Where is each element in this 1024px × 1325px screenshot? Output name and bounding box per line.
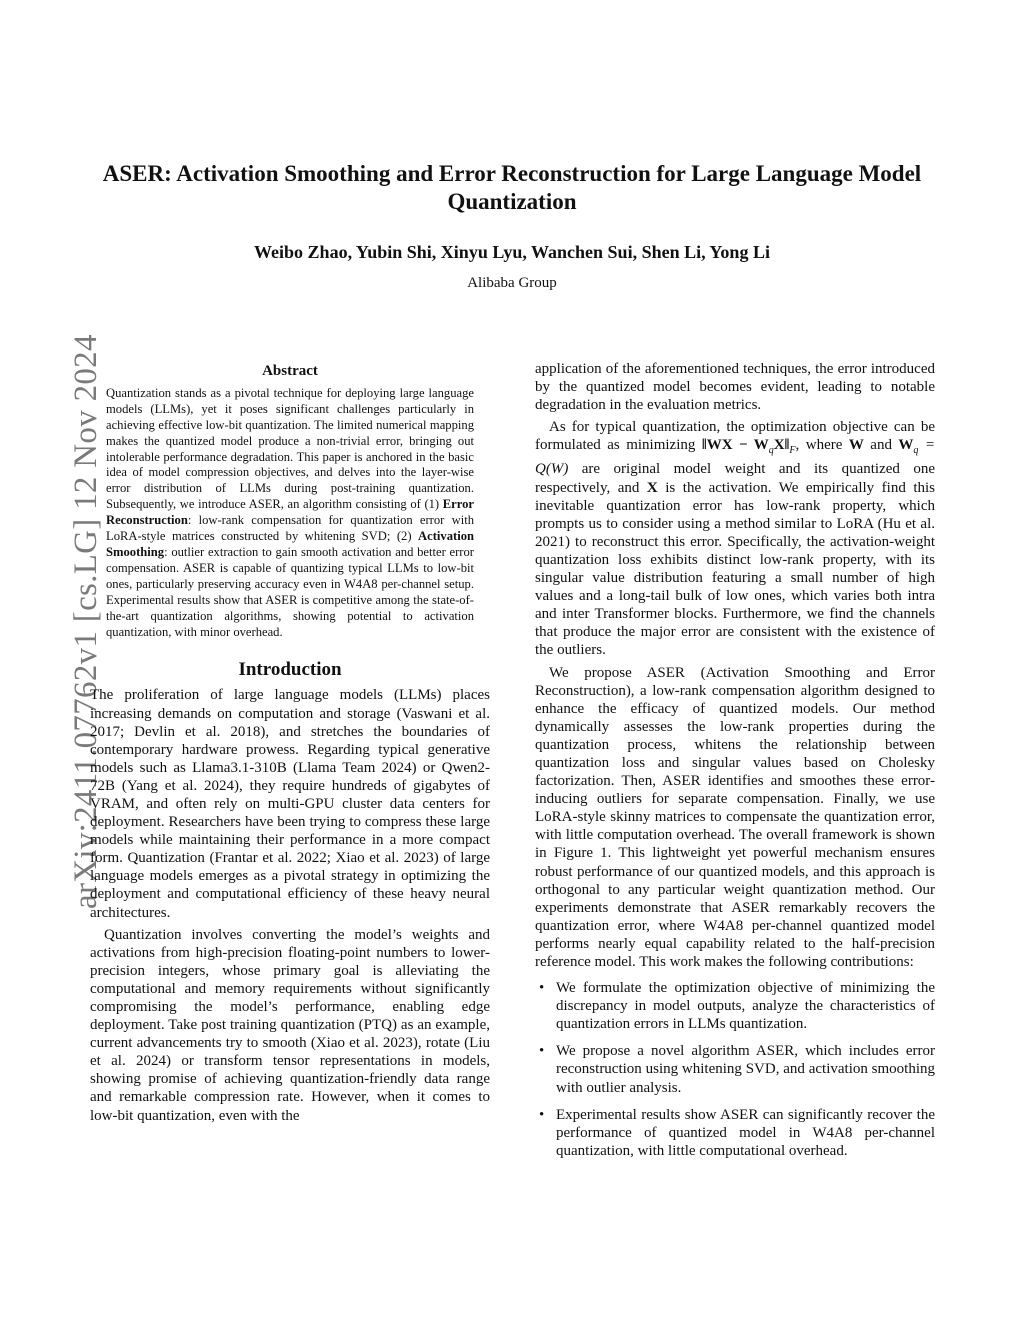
symbol-x: X bbox=[646, 479, 658, 496]
author-list: Weibo Zhao, Yubin Shi, Xinyu Lyu, Wanchen Sui, Shen Li, Yong Li bbox=[254, 242, 770, 262]
abstract-bold-error-reconstruction: Error Reconstruction bbox=[106, 497, 474, 528]
right-paragraph-3: We propose ASER (Activation Smoothing and Error Reconstruction), a low-rank compensation algorithm designed to enhance the efficacy of quantized models. Our method dynamically assesses the low-rank properties during the quantization process, whitens the relationship between quantization loss and singular values based on Cholesky factorization. Then, ASER identifies and smoothes these error-inducing outliers for separate compensation. Finally, we use LoRA-style skinny matrices to compensate the quantization error, with little computation overhead. The overall framework is shown in Figure 1. This lightweight yet powerful mechanism ensures robust performance of our quantized models, and this approach is orthogonal to any particular weight quantization method. Our experiments demonstrate that ASER remarkably recovers the quantization error, where W4A8 per-channel quantized model performs nearly equal capability related to the half-precision reference model. This work makes the following contributions: bbox=[535, 664, 935, 970]
abstract-part1: Quantization stands as a pivotal technique for deploying large language models (LLMs), yet it poses significant challenges particularly in achieving effective low-bit quantization. The limited numerical mapping makes the quantized model produce a non-trivial error, bringing out intolerable performance degradation. This paper is anchored in the basic idea of model compression objectives, and delves into the layer-wise error distribution of LLMs during post-training quantization. Subsequently, we introduce ASER, an algorithm consisting of (1) bbox=[106, 385, 474, 512]
formula-sub-q: q bbox=[768, 445, 774, 457]
abstract-bold-activation-smoothing: Activation Smoothing bbox=[106, 529, 474, 559]
formula-tail: X‖ bbox=[773, 437, 790, 454]
contributions-list bbox=[535, 979, 935, 1160]
bullet-icon: • bbox=[539, 1106, 545, 1123]
symbol-equation: = Q(W) bbox=[535, 437, 935, 478]
affiliation: Alibaba Group bbox=[467, 275, 557, 291]
intro-paragraph-1: The proliferation of large language models (LLMs) places increasing demands on computation and storage (Vaswani et al. 2017; Devlin et al. 2018), and stretches the boundaries of contemporary hardware prowess. Regarding typical generative models such as Llama3.1-310B (Llama Team 2024) or Qwen2-72B (Yang et al. 2024), they require hundreds of gigabytes of VRAM, and often rely on multi-GPU cluster data centers for deployment. Researchers have been trying to compress these large models while maintaining their performance in a more compact form. Quantization (Frantar et al. 2022; Xiao et al. 2023) of large language models emerges as a pivotal strategy in optimizing the deployment and computational efficiency of these heavy neural architectures. bbox=[90, 687, 490, 921]
objective-formula bbox=[701, 437, 796, 457]
intro-paragraph-2: Quantization involves converting the model’s weights and activations from high-precision floating-point numbers to lower-precision integers, whose primary goal is alleviating the computational and memory requirements without significantly compromising the model’s performance, enabling edge deployment. Take post training quantization (PTQ) as an example, current advancements try to smooth (Xiao et al. 2023), rotate (Liu et al. 2024) or transform tensor representations in models, showing promise of achieving quantization-friendly data range and remarkable compression rate. However, when it comes to low-bit quantization, even with the bbox=[90, 926, 490, 1124]
objective-text-b: , where bbox=[795, 437, 849, 454]
contribution-item bbox=[535, 1106, 935, 1160]
contribution-text: We formulate the optimization objective of minimizing the discrepancy in model outputs, analyze the characteristics of quantization errors in LLMs quantization. bbox=[556, 980, 935, 1033]
bullet-icon: • bbox=[539, 980, 545, 997]
abstract-part3: : outlier extraction to gain smooth activation and better error compensation. ASER is capable of quantizing typical LLMs to low-bit ones, particularly preserving accuracy even in W4A8 per-channel setup. Experimental results show that ASER is competitive among the state-of-the-art quantization algorithms, showing potential to activation quantization, with minor overhead. bbox=[106, 544, 474, 639]
contribution-item bbox=[535, 1042, 935, 1096]
paper-title: ASER: Activation Smoothing and Error Reconstruction for Large Language Model Quantization bbox=[102, 161, 922, 214]
abstract-heading: Abstract bbox=[262, 363, 318, 379]
left-column bbox=[90, 360, 490, 1127]
contribution-text: Experimental results show ASER can significantly recover the performance of quantized model in W4A8 per-channel quantization, with little computational overhead. bbox=[556, 1106, 935, 1159]
right-paragraph-2 bbox=[535, 418, 935, 659]
contribution-item bbox=[535, 979, 935, 1033]
right-column bbox=[535, 360, 935, 1169]
symbol-wq-sub: q bbox=[913, 445, 919, 457]
introduction-heading: Introduction bbox=[238, 659, 342, 681]
arxiv-stamp bbox=[32, 334, 104, 945]
formula-main: ‖WX − W bbox=[701, 437, 769, 454]
bullet-icon: • bbox=[539, 1043, 545, 1060]
right-paragraph-1: application of the aforementioned techniques, the error introduced by the quantized model becomes evident, leading to notable degradation in the evaluation metrics. bbox=[535, 361, 935, 414]
objective-text-c: and bbox=[863, 437, 899, 454]
symbol-wq: W bbox=[898, 437, 914, 454]
formula-sub-f: F bbox=[789, 445, 796, 457]
abstract-part2: : low-rank compensation for quantization error with LoRA-style matrices constructed by whitening SVD; (2) bbox=[106, 513, 474, 544]
objective-text: As for typical quantization, the optimization objective can be formulated as minimizing bbox=[535, 419, 935, 454]
objective-text-e: is the activation. We empirically find this inevitable quantization error has low-rank property, which prompts us to consider using a method similar to LoRA (Hu et al. 2021) to reconstruct this error. Specifically, the activation-weight quantization loss exhibits distinct low-rank property, with its singular value distribution featuring a small number of high values and a long-tail bulk of low ones, which varies both intra and inter Transformer blocks. Furthermore, we find the channels that produce the major error are consistent with the existence of the outliers. bbox=[535, 479, 935, 659]
contribution-text: We propose a novel algorithm ASER, which includes error reconstruction using whitening SVD, and activation smoothing with outlier analysis. bbox=[556, 1043, 935, 1096]
objective-text-d: are original model weight and its quantized one respectively, and bbox=[535, 461, 935, 496]
arxiv-stamp-text: arXiv:2411.07762v1 [cs.LG] 12 Nov 2024 bbox=[68, 334, 104, 909]
abstract-text bbox=[106, 386, 474, 641]
symbol-w: W bbox=[848, 437, 864, 454]
abstract bbox=[106, 364, 474, 640]
